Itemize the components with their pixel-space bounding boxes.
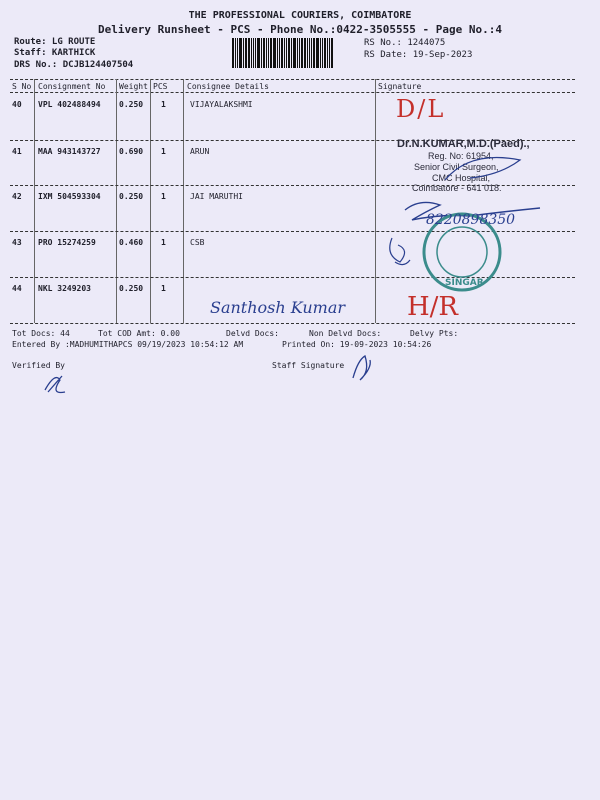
row-consignee: CSB — [190, 238, 205, 247]
col-pcs: PCS — [153, 82, 168, 91]
row-pcs: 1 — [161, 238, 166, 247]
entered-by: Entered By :MADHUMITHAPCS 09/19/2023 10:54:12 AM — [12, 340, 244, 349]
row-consignment: PRO 15274259 — [38, 238, 96, 247]
staff-label: Staff: KARTHICK — [14, 48, 96, 58]
col-consignee: Consignee Details — [187, 82, 269, 91]
row-consignee: VIJAYALAKSHMI — [190, 100, 253, 109]
row-consignment: MAA 943143727 — [38, 147, 101, 156]
stamp-line: Senior Civil Surgeon, — [414, 162, 499, 172]
col-sno: S No — [12, 82, 32, 91]
row-sno: 40 — [12, 100, 22, 109]
rs-date: RS Date: 19-Sep-2023 — [364, 50, 473, 60]
signature-scribble — [390, 238, 410, 265]
row40-delivered-mark: D/L — [396, 95, 446, 123]
seal-text: SINGAR — [445, 278, 484, 288]
stamp-line: Coimbatore - 641 018. — [412, 183, 502, 193]
row-sno: 43 — [12, 238, 22, 247]
delvy-pts: Delvy Pts: — [410, 329, 459, 338]
col-weight: Weight — [119, 82, 148, 91]
tot-cod: Tot COD Amt: 0.00 — [98, 329, 180, 338]
row-weight: 0.460 — [119, 238, 144, 247]
stamp-line: Dr.N.KUMAR,M.D.(Paed)., — [397, 138, 530, 150]
tot-docs: Tot Docs: 44 — [12, 329, 70, 338]
row-sno: 44 — [12, 284, 22, 293]
row-sno: 41 — [12, 147, 22, 156]
row-pcs: 1 — [161, 100, 166, 109]
printed-on: Printed On: 19-09-2023 10:54:26 — [282, 340, 432, 349]
signature-scribble — [445, 158, 520, 181]
non-delvd-docs: Non Delvd Docs: — [309, 329, 382, 338]
verified-by: Verified By — [12, 361, 65, 370]
verified-signature — [45, 376, 65, 393]
row-pcs: 1 — [161, 147, 166, 156]
rs-no: RS No.: 1244075 — [364, 38, 446, 48]
stamp-line: CMC Hospital, — [432, 173, 491, 183]
row-sno: 42 — [12, 192, 22, 201]
company-title: THE PROFESSIONAL COURIERS, COIMBATORE — [188, 10, 412, 21]
col-consignment: Consignment No — [38, 82, 106, 91]
row44-mark: H/R — [407, 292, 459, 322]
row-consignee: JAI MARUTHI — [190, 192, 243, 201]
route-label: Route: LG ROUTE — [14, 37, 96, 47]
row-weight: 0.250 — [119, 192, 144, 201]
row-consignment: VPL 402488494 — [38, 100, 101, 109]
staff-signature-label: Staff Signature — [272, 361, 345, 370]
row-weight: 0.250 — [119, 284, 144, 293]
runsheet-subtitle: Delivery Runsheet - PCS - Phone No.:0422-3505555 - Page No.:4 — [98, 23, 502, 36]
row-weight: 0.250 — [119, 100, 144, 109]
delvd-docs: Delvd Docs: — [226, 329, 279, 338]
row-consignee: ARUN — [190, 147, 210, 156]
row-pcs: 1 — [161, 192, 166, 201]
col-signature: Signature — [378, 82, 422, 91]
row-consignment: IXM 504593304 — [38, 192, 101, 201]
row44-recipient-signature: Santhosh Kumar — [210, 298, 346, 317]
row-consignment: NKL 3249203 — [38, 284, 91, 293]
row-pcs: 1 — [161, 284, 166, 293]
drs-label: DRS No.: DCJB124407504 — [14, 60, 134, 70]
phone-note: 8220898350 — [426, 212, 516, 228]
staff-signature-scribble — [353, 356, 370, 380]
stamp-line: Reg. No: 61954, — [428, 151, 494, 161]
row-weight: 0.690 — [119, 147, 144, 156]
